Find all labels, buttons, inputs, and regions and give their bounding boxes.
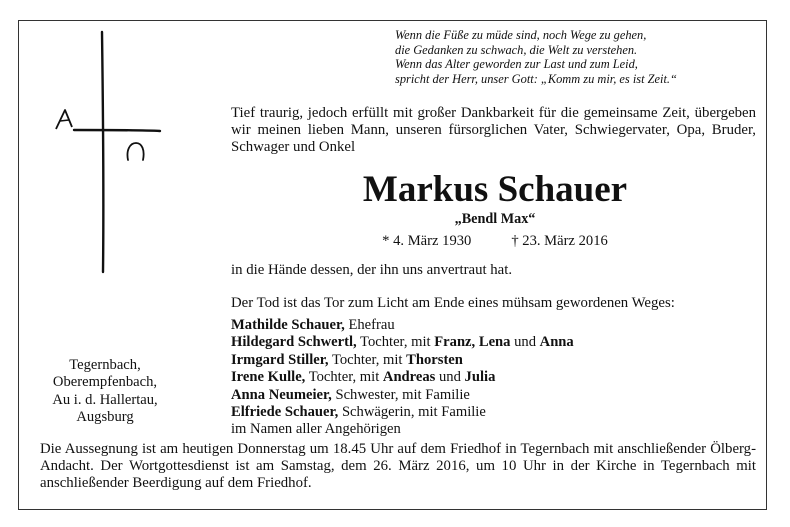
mourner-row: Mathilde Schauer, Ehefrau: [231, 317, 395, 333]
poem-line: die Gedanken zu schwach, die Welt zu verstehen.: [395, 42, 638, 57]
deceased-name: Markus Schauer: [362, 169, 628, 210]
hands-text: in die Hände dessen, der ihn uns anvertraut hat.: [231, 262, 513, 278]
mourner-row: Irene Kulle, Tochter, mit Andreas und Julia: [231, 369, 496, 386]
place: Oberempfenbach,: [52, 374, 158, 391]
life-dates: [231, 233, 759, 250]
mourners-list: [231, 317, 574, 439]
death-quote: Der Tod ist das Tor zum Licht am Ende eines mühsam gewordenen Weges:: [231, 295, 675, 311]
places-list: [20, 357, 190, 427]
mourner-row: im Namen aller Angehörigen: [231, 421, 401, 438]
poem-line: Wenn das Alter geworden zur Last und zum Leid,: [395, 57, 638, 72]
poem-line: spricht der Herr, unser Gott: „Komm zu mir, es ist Zeit.“: [395, 71, 677, 86]
place: Au i. d. Hallertau,: [52, 391, 158, 408]
place: Tegernbach,: [69, 357, 141, 373]
place: Augsburg: [76, 409, 134, 426]
death-date: † 23. März 2016: [511, 233, 608, 249]
birth-date: * 4. März 1930: [382, 233, 472, 249]
mourner-row: Anna Neumeier, Schwester, mit Familie: [231, 386, 470, 403]
intro-text: Tief traurig, jedoch erfüllt mit großer Dankbarkeit für die gemeinsame Zeit, übergeben wir meinen lieben Mann, unseren fürsorglichen Vater, Schwiegervater, Opa, Bruder, Schwager und Onkel: [231, 105, 756, 155]
poem-line: Wenn die Füße zu müde sind, noch Wege zu gehen,: [395, 28, 647, 42]
mourner-row: Elfriede Schauer, Schwägerin, mit Familie: [231, 404, 486, 421]
funeral-details: Die Aussegnung ist am heutigen Donnerstag um 18.45 Uhr auf dem Friedhof in Tegernbach mit anschließender Ölberg-Andacht. Der Wortgottesdienst ist am Samstag, dem 26. März 2016, um 10 Uhr in der Kirche in Tegernbach mit anschließender Beerdigung auf dem Friedhof.: [40, 441, 756, 491]
poem: [395, 28, 775, 86]
deceased-nickname: „Bendl Max“: [454, 211, 536, 227]
mourner-row: Irmgard Stiller, Tochter, mit Thorsten: [231, 351, 463, 368]
cross-alpha-omega-icon: [40, 26, 190, 356]
mourner-row: Hildegard Schwertl, Tochter, mit Franz, Lena und Anna: [231, 334, 574, 351]
